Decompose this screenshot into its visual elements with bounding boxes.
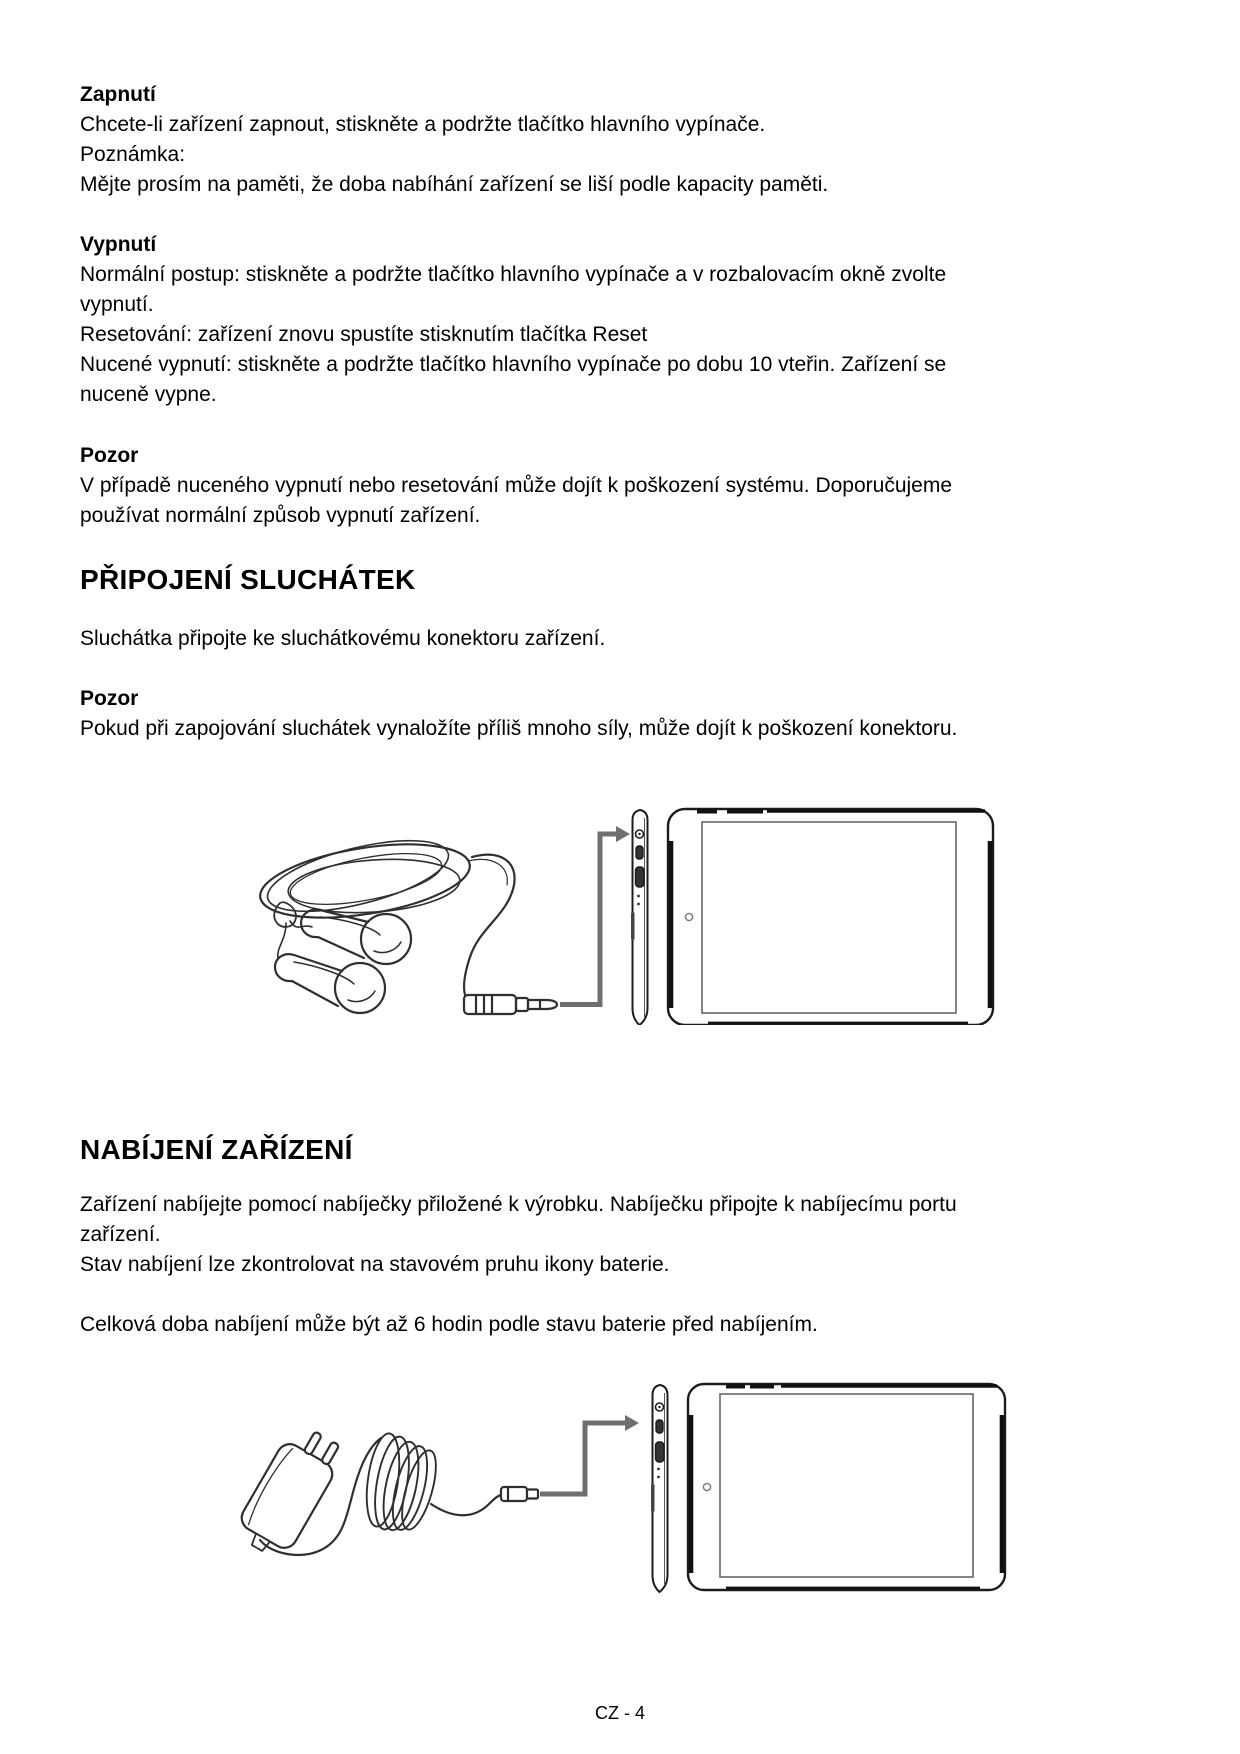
tablet-top-button: [726, 1384, 745, 1389]
text-line: Mějte prosím na paměti, že doba nabíhání zařízení se liší podle kapacity paměti.: [80, 173, 829, 196]
text-line: Sluchátka připojte ke sluchátkovému konektoru zařízení.: [80, 627, 606, 650]
section-power-on: [80, 80, 1172, 200]
hdmi-port: [636, 867, 645, 887]
section-warning-headphones: [80, 684, 1172, 744]
tablet-side-view: [651, 1385, 668, 1592]
tablet-screen: [702, 822, 956, 1013]
power-on-heading: Zapnutí: [80, 83, 156, 106]
power-off-heading: Vypnutí: [80, 233, 157, 256]
section-charging: [80, 1132, 1172, 1340]
earbud-lower: [275, 954, 385, 1013]
volume-rocker: [651, 1484, 655, 1512]
text-line: Nucené vypnutí: stiskněte a podržte tlačítko hlavního vypínače po dobu 10 vteřin. Zařízení se: [80, 353, 947, 376]
power-adapter: [235, 1420, 348, 1563]
text-line: Chcete-li zařízení zapnout, stiskněte a podržte tlačítko hlavního vypínače.: [80, 113, 766, 136]
hdmi-port: [656, 1442, 665, 1462]
warning-power-body: [80, 471, 1172, 531]
connection-arrow: [560, 826, 630, 1005]
charger-cable-end: [431, 1495, 501, 1515]
power-on-body: [80, 110, 1172, 200]
page-number: CZ - 4: [594, 1703, 645, 1723]
plug-pin: [304, 1431, 322, 1455]
connection-arrow: [540, 1415, 639, 1494]
text-line: Resetování: zařízení znovu spustíte stisknutím tlačítka Reset: [80, 323, 648, 346]
tablet-front-view: [688, 1384, 1005, 1590]
headphones-body: [80, 624, 1172, 654]
charging-heading: NABÍJENÍ ZAŘÍZENÍ: [80, 1134, 353, 1165]
text-line: Stav nabíjení lze zkontrolovat na stavovém pruhu ikony baterie.: [80, 1253, 670, 1276]
text-line: Zařízení nabíjejte pomocí nabíječky přiložené k výrobku. Nabíječku připojte k nabíjecímu portu: [80, 1193, 957, 1216]
earphones-cable-inner: [468, 859, 507, 885]
section-power-off: [80, 230, 1172, 410]
text-line: používat normální způsob vypnutí zařízení.: [80, 504, 481, 527]
charging-body-2: [80, 1310, 1172, 1340]
charging-body: [80, 1190, 1172, 1280]
text-line: Poznámka:: [80, 143, 186, 166]
warning-power-heading: Pozor: [80, 444, 139, 467]
audio-jack-plug: [464, 995, 557, 1014]
text-line: zařízení.: [80, 1223, 161, 1246]
usb-port: [656, 1420, 663, 1433]
text-line: V případě nuceného vypnutí nebo resetování může dojít k poškození systému. Doporučujeme: [80, 474, 953, 497]
section-headphones: [80, 562, 1172, 654]
text-line: Celková doba nabíjení může být až 6 hodin podle stavu baterie před nabíjením.: [80, 1313, 818, 1336]
charger-connection-illustration: [235, 1380, 1010, 1595]
section-warning-power: [80, 441, 1172, 531]
usb-connector: [501, 1487, 538, 1501]
volume-rocker: [631, 912, 635, 940]
text-line: vypnutí.: [80, 293, 154, 316]
headphones-connection-illustration: [250, 805, 1000, 1025]
tablet-top-button: [727, 809, 763, 814]
spacer: [80, 1280, 1172, 1310]
plug-pin: [321, 1441, 339, 1465]
tablet-side-view: [631, 810, 648, 1025]
tablet-top-button: [750, 1384, 774, 1389]
tablet-front-view: [668, 809, 993, 1025]
usb-port: [636, 846, 643, 859]
tablet-top-button: [697, 809, 717, 814]
warning-headphones-body: [80, 714, 1172, 744]
tablet-screen: [720, 1394, 973, 1577]
text-line: Normální postup: stiskněte a podržte tlačítko hlavního vypínače a v rozbalovacím okně zvolte: [80, 263, 947, 286]
text-line: nuceně vypne.: [80, 383, 217, 406]
headphones-heading: PŘIPOJENÍ SLUCHÁTEK: [80, 564, 416, 595]
warning-headphones-heading: Pozor: [80, 687, 139, 710]
earphones-cable-coil: [255, 826, 475, 930]
text-line: Pokud při zapojování sluchátek vynaložíte příliš mnoho síly, může dojít k poškození konektoru.: [80, 717, 958, 740]
power-off-body: [80, 260, 1172, 410]
